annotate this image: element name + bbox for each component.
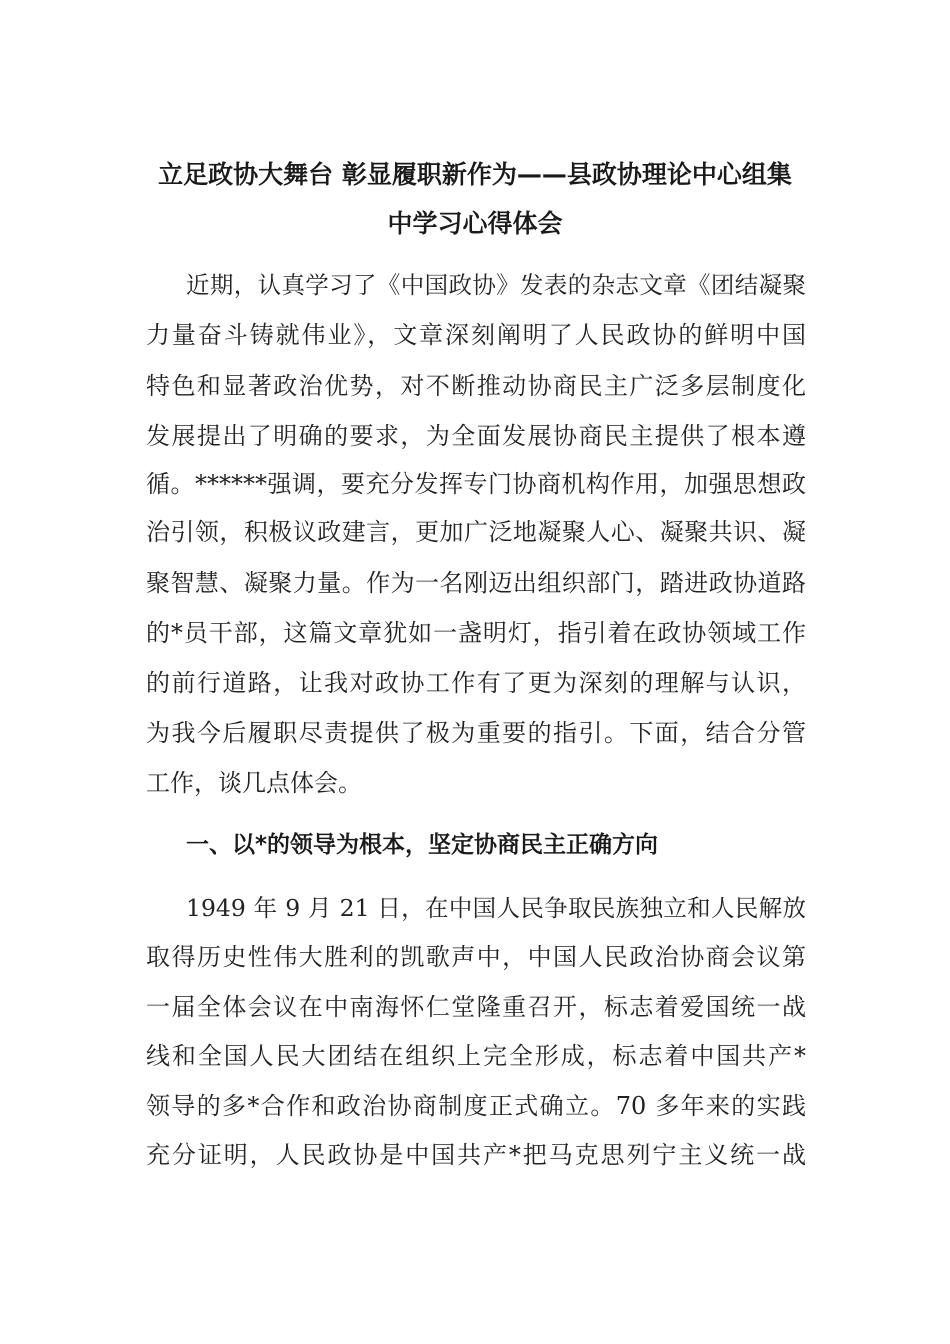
paragraph-line: 发展提出了明确的要求，为全面发展协商民主提供了根本遵 (146, 422, 806, 450)
paragraph-line: 领导的多*合作和政治协商制度正式确立。70 多年来的实践 (146, 1092, 806, 1120)
paragraph-line: 力量奋斗铸就伟业》，文章深刻阐明了人民政协的鲜明中国 (146, 321, 806, 349)
paragraph-line: 的*员干部，这篇文章犹如一盏明灯，指引着在政协领域工作 (146, 619, 806, 647)
paragraph-line: 为我今后履职尽责提供了极为重要的指引。下面，结合分管 (146, 719, 806, 747)
section-heading-1: 一、以*的领导为根本，坚定协商民主正确方向 (186, 832, 659, 858)
paragraph-line: 的前行道路，让我对政协工作有了更为深刻的理解与认识， (146, 669, 806, 697)
paragraph-line: 工作，谈几点体会。 (146, 769, 362, 797)
paragraph-line: 一届全体会议在中南海怀仁堂隆重召开，标志着爱国统一战 (146, 993, 806, 1021)
document-title-line-1: 立足政协大舞台 彰显履职新作为——县政协理论中心组集 (158, 160, 792, 189)
paragraph-line: 特色和显著政治优势，对不断推动协商民主广泛多层制度化 (146, 372, 806, 400)
paragraph-line: 近期，认真学习了《中国政协》发表的杂志文章《团结凝聚 (186, 271, 806, 299)
paragraph-line: 循。******强调，要充分发挥专门协商机构作用，加强思想政 (146, 470, 806, 498)
paragraph-line: 聚智慧、凝聚力量。作为一名刚迈出组织部门，踏进政协道路 (146, 569, 806, 597)
document-title-line-2: 中学习心得体会 (387, 209, 563, 238)
paragraph-line: 1949 年 9 月 21 日，在中国人民争取民族独立和人民解放 (186, 894, 806, 922)
paragraph-line: 线和全国人民大团结在组织上完全形成，标志着中国共产* (146, 1042, 806, 1070)
paragraph-line: 取得历史性伟大胜利的凯歌声中，中国人民政治协商会议第 (146, 943, 806, 971)
paragraph-line: 治引领，积极议政建言，更加广泛地凝聚人心、凝聚共识、凝 (146, 518, 806, 546)
paragraph-line: 充分证明，人民政协是中国共产*把马克思列宁主义统一战 (146, 1141, 806, 1169)
